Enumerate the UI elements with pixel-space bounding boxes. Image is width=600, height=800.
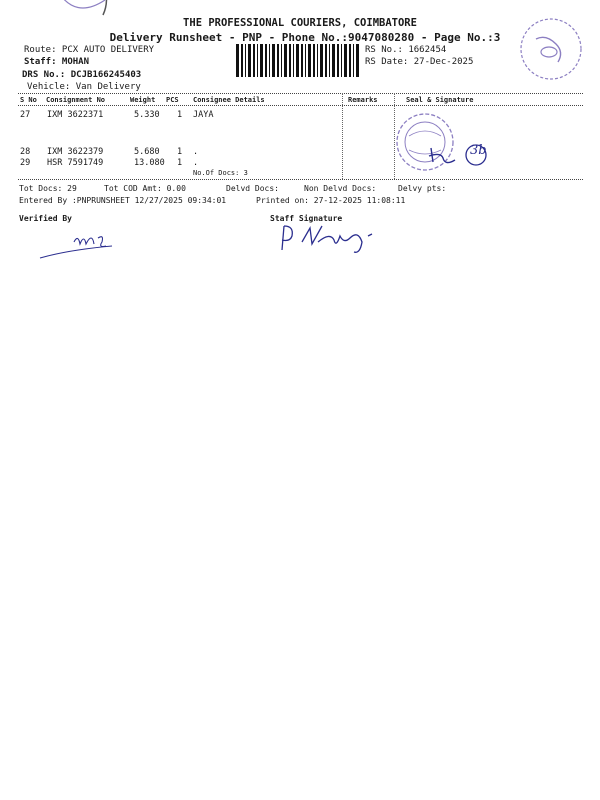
entered-by: Entered By :PNPRUNSHEET 12/27/2025 09:34:01 [19,196,227,205]
col-consignee: Consignee Details [193,96,265,104]
table-bottom-rule [18,179,583,180]
row-28-sno: 28 [20,147,31,157]
row-27-consignment: IXM 3622371 [47,110,104,120]
row-27-weight: 5.330 [134,110,160,120]
company-title: THE PROFESSIONAL COURIERS, COIMBATORE [183,17,417,29]
no-of-docs: No.Of Docs: 3 [193,169,248,177]
row-28-weight: 5.680 [134,147,160,157]
total-docs: Tot Docs: 29 [19,184,77,193]
row-27-pcs: 1 [177,110,183,120]
row-28-pcs: 1 [177,147,183,157]
handwritten-seal-note: 3b [470,143,487,158]
delivery-points: Delvy pts: [398,184,447,193]
row-28-consignment: IXM 3622379 [47,147,104,157]
staff-signature-scribble [278,222,388,258]
col-remarks: Remarks [348,96,378,104]
verified-by-signature [38,228,118,264]
printed-on: Printed on: 27-12-2025 11:08:11 [256,196,406,205]
rs-date: RS Date: 27-Dec-2025 [365,57,474,67]
total-cod-amount: Tot COD Amt: 0.00 [104,184,186,193]
row-29-weight: 13.080 [134,158,165,168]
staff-signature-label: Staff Signature [270,214,343,223]
drs-number: DRS No.: DCJB166245403 [22,70,142,80]
staff-label: Staff: MOHAN [24,57,90,67]
row-29-sno: 29 [20,158,31,168]
row-29-pcs: 1 [177,158,183,168]
col-weight: Weight [130,96,156,104]
delivered-docs: Delvd Docs: [226,184,279,193]
row-29-consignment: HSR 7591749 [47,158,104,168]
row-27-consignee: JAYA [193,110,214,120]
row-29-consignee: . [193,158,199,168]
row-28-consignee: . [193,147,199,157]
seal-signature-scribble [425,140,465,170]
remarks-divider [342,93,343,179]
barcode-image [236,44,360,77]
runsheet-subtitle: Delivery Runsheet - PNP - Phone No.:9047080280 - Page No.:3 [109,31,501,44]
col-sno: S No [20,96,37,104]
non-delivered-docs: Non Delvd Docs: [304,184,377,193]
col-consignment: Consignment No [46,96,106,104]
verified-by-label: Verified By [19,214,72,223]
vehicle-label: Vehicle: Van Delivery [27,82,141,92]
col-seal-signature: Seal & Signature [406,96,474,104]
row-27-sno: 27 [20,110,31,120]
rs-number: RS No.: 1662454 [365,45,447,55]
col-pcs: PCS [166,96,179,104]
route-label: Route: PCX AUTO DELIVERY [24,45,155,55]
table-header-rule [18,105,583,106]
table-top-rule [18,93,583,94]
